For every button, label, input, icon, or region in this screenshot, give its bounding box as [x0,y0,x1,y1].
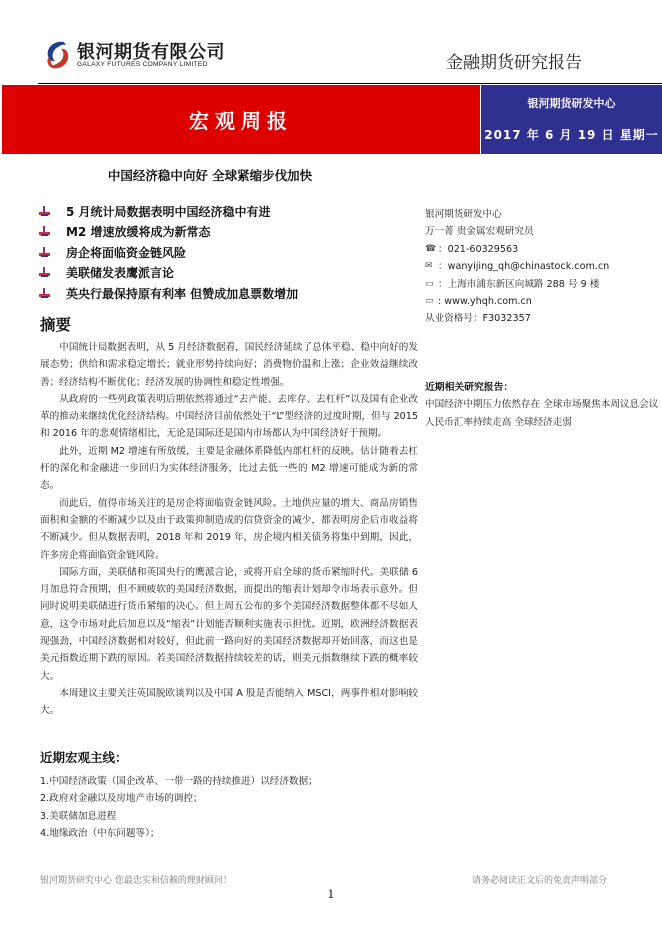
summary-heading: 摘要 [40,316,72,334]
report-type: 金融期货研究报告 [446,53,582,73]
summary-paragraph: 国际方面，美联储和英国央行的鹰派言论，或将开启全球的货币紧缩时代。美联储 6 月加息符合预期，但不顾疲软的美国经济数据，而提出的缩表计划却令市场表示意外。但同时说明美联储进行货币紧缩的决心。但上周五公布的多个美国经济数据整体都不尽如人意，这令市场对此后加息以及“缩表”计划能否顺利实施表示担忧。近期，欧洲经济数据表现强劲，中国经济数据相对较好，但此前一路向好的美国经济数据却开始回落，而这也是美元指数近期下跌的原因。若美国经济数据持续较差的话，则美元指数继续下跌的概率较大。 [40,566,418,682]
related-reports-list [425,396,661,432]
phone-number: ：021-60329563 [438,243,519,255]
mainline-item: 3.美联储加息进程 [40,810,117,822]
arrow-down-bullet-icon [38,225,51,238]
arrow-down-bullet-icon [38,205,51,218]
key-point-text: 美联储发表鹰派言论 [66,266,175,281]
summary-body [40,339,418,720]
book-icon: ▭ [425,278,434,289]
arrow-down-bullet-icon [38,287,51,300]
galaxy-logo-icon [44,40,72,70]
phone-icon: ☎ [425,243,437,254]
company-name-cn: 银河期货有限公司 [77,42,225,63]
footer-slogan: 银河期货研究中心 您最忠实和信赖的理财顾问！ [40,876,232,886]
key-point [38,263,418,284]
related-report-link[interactable]: 中国经济中期压力依然存在 全球市场聚焦本周议息会议 [425,399,659,410]
mainline-item: 4.地缘政治（中东问题等）； [40,827,160,839]
key-point-text: 房企将面临资金链风险 [66,245,187,260]
company-logo [44,38,244,74]
date-banner [481,85,662,154]
summary-paragraph: 此外，近期 M2 增速有所放缓，主要是金融体系降低内部杠杆的反映。估计随着去杠杆的深化和金融进一步回归为实体经济服务，比过去低一些的 M2 增速可能成为新的常态。 [40,445,418,492]
key-point-text: 5 月统计局数据表明中国经济稳中有进 [66,204,271,219]
key-point-text: 英央行最保持原有利率 但赞成加息票数增加 [66,286,299,301]
org-name: 银河期货研发中心 [425,209,502,220]
key-point [38,283,418,304]
mainline-item: 1.中国经济政策（国企改革、一带一路的持续推进）以经济数据； [40,776,318,787]
address: ：上海市浦东新区向城路 288 号 9 楼 [438,278,600,290]
key-point-text: M2 增速放缓将成为新常态 [66,225,211,240]
key-points-list [38,201,418,304]
mainline-list [40,773,318,842]
key-point [38,201,418,222]
headline: 中国经济稳中向好 全球紧缩步伐加快 [107,168,313,183]
email-row [425,258,660,275]
summary-paragraph: 从政府的一些列政策表明后期依然将通过“去产能、去库存、去杠杆”以及国有企业改革的推动来继续优化经济结构。中国经济目前依然处于“L”型经济的过度时期，但与 2015 和 2016 年的悲观情绪相比，无论是国际还是国内市场都认为中国经济好于预期。 [40,393,418,440]
company-name-en: GALAXY FUTURES COMPANY LIMITED [77,61,208,68]
analyst-name: 万一菁 贵金属宏观研究员 [425,226,534,238]
report-title: 宏观周报 [189,109,293,133]
related-reports-heading: 近期相关研究报告： [425,382,514,393]
email-address[interactable]: ：wanyijing_qh@chinastock.com.cn [438,261,610,273]
computer-icon: ▭ [425,296,434,307]
key-point [38,242,418,263]
related-report-link[interactable]: 人民币汇率持续走高 全球经济走弱 [425,417,572,428]
arrow-down-bullet-icon [38,266,51,279]
phone-row [425,241,660,258]
footer-disclaimer: 请务必阅读正文后的免责声明部分 [471,876,607,886]
mail-icon: ✉ [425,261,433,272]
header-divider [38,83,662,84]
report-date: 2017 年 6 月 19 日 星期一 [484,128,659,142]
page-number: 1 [327,888,335,901]
website-row [425,293,660,310]
summary-paragraph: 中国统计局数据表明，从 5 月经济数据看，国民经济延续了总体平稳、稳中向好的发展态势；供给和需求稳定增长；就业形势持续向好；消费物价温和上涨；企业效益继续改善；经济结构不断优化；经济发展的协调性和稳定性增强。 [40,342,418,388]
key-point [38,222,418,243]
address-row [425,276,660,293]
summary-paragraph: 本周建议主要关注英国脱欧谈判以及中国 A 股是否能纳入 MSCI，两事件相对影响较大。 [40,687,418,717]
mainline-item: 2.政府对金融以及房地产市场的调控； [40,793,203,805]
website[interactable]: : www.yhqh.com.cn [438,296,532,308]
arrow-down-bullet-icon [38,246,51,259]
title-banner [2,85,480,154]
department-label: 银河期货研发中心 [527,97,616,110]
analyst-contact [425,206,660,328]
license-number: 从业资格号：F3032357 [425,313,531,325]
mainline-heading: 近期宏观主线： [40,750,128,765]
summary-paragraph: 而此后，值得市场关注的是房企将面临资金链风险。土地供应量的增大、商品房销售面积和金额的不断减少以及由于政策抑制造成的信贷资金的减少，都表明房企后市收益将不断减少。但从数据表明，2018 年和 2019 年，房企境内相关债务将集中到期，因此，许多房企将面临资金链风险。 [40,497,418,561]
